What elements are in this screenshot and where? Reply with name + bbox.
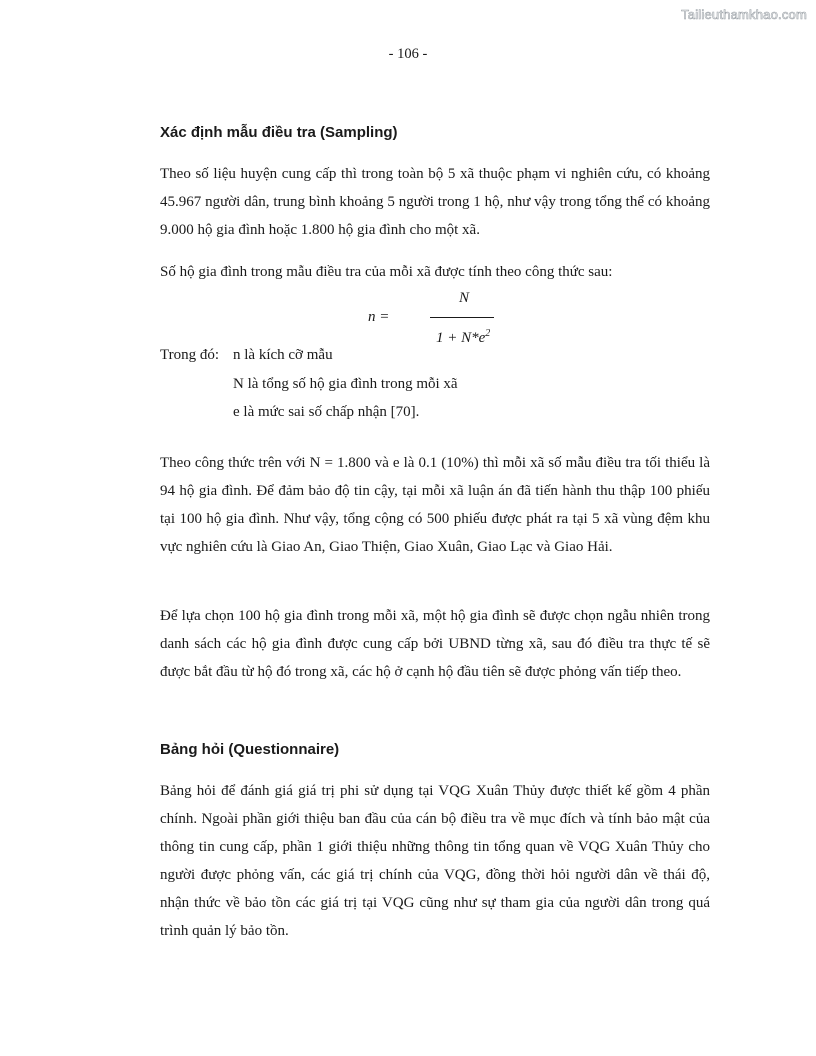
sampling-paragraph-1: Theo số liệu huyện cung cấp thì trong toàn bộ 5 xã thuộc phạm vi nghiên cứu, có khoảng 45.967 người dân, trung bình khoảng 5 người trong 1 hộ, như vậy trong tổng thể có khoảng 9.000 hộ gia đình hoặc 1.800 hộ gia đình cho một xã.	[160, 166, 710, 238]
formula-denominator-exponent: 2	[485, 328, 491, 339]
watermark: Tailieuthamkhao.com	[681, 7, 807, 22]
formula-fraction-bar	[430, 317, 494, 318]
where-item-e: e là mức sai số chấp nhận [70].	[233, 404, 420, 420]
sampling-paragraph-2: Theo công thức trên với N = 1.800 và e là 0.1 (10%) thì mỗi xã số mẫu điều tra tối thiểu là 94 hộ gia đình. Để đảm bảo độ tin cậy, tại mỗi xã luận án đã tiến hành thu thập 100 phiếu tại 100 hộ gia đình. Như vậy, tổng cộng có 500 phiếu được phát ra tại 5 xã vùng đệm khu vực nghiên cứu là Giao An, Giao Thiện, Giao Xuân, Giao Lạc và Giao Hải.	[160, 455, 710, 555]
page-number: - 106 -	[388, 46, 428, 62]
formula-intro: Số hộ gia đình trong mẫu điều tra của mỗi xã được tính theo công thức sau:	[160, 264, 613, 280]
formula-denominator	[436, 328, 490, 347]
sampling-heading: Xác định mẫu điều tra (Sampling)	[160, 124, 398, 141]
formula-lhs: n =	[368, 309, 390, 325]
where-item-n: n là kích cỡ mẫu	[233, 347, 333, 363]
where-label: Trong đó:	[160, 347, 220, 363]
where-item-N: N là tổng số hộ gia đình trong mỗi xã	[233, 376, 458, 392]
questionnaire-paragraph-1: Bảng hỏi để đánh giá giá trị phi sử dụng tại VQG Xuân Thủy được thiết kế gồm 4 phần chính. Ngoài phần giới thiệu ban đầu của cán bộ điều tra về mục đích và tính bảo mật của thông tin cung cấp, phần 1 giới thiệu những thông tin tổng quan về VQG Xuân Thủy cho người được phỏng vấn, các giá trị chính của VQG, đồng thời hỏi người dân về thái độ, nhận thức về bảo tồn các giá trị tại VQG cũng như sự tham gia của người dân trong quá trình quản lý bảo tồn.	[160, 783, 710, 939]
sampling-paragraph-3: Để lựa chọn 100 hộ gia đình trong mỗi xã, một hộ gia đình sẽ được chọn ngẫu nhiên trong danh sách các hộ gia đình được cung cấp bởi UBND từng xã, sau đó điều tra thực tế sẽ được bắt đầu từ hộ đó trong xã, các hộ ở cạnh hộ đầu tiên sẽ được phỏng vấn tiếp theo.	[160, 608, 710, 680]
formula-numerator: N	[459, 290, 470, 306]
questionnaire-heading: Bảng hỏi (Questionnaire)	[160, 741, 340, 758]
formula-denominator-base: 1 + N*e	[436, 330, 486, 346]
